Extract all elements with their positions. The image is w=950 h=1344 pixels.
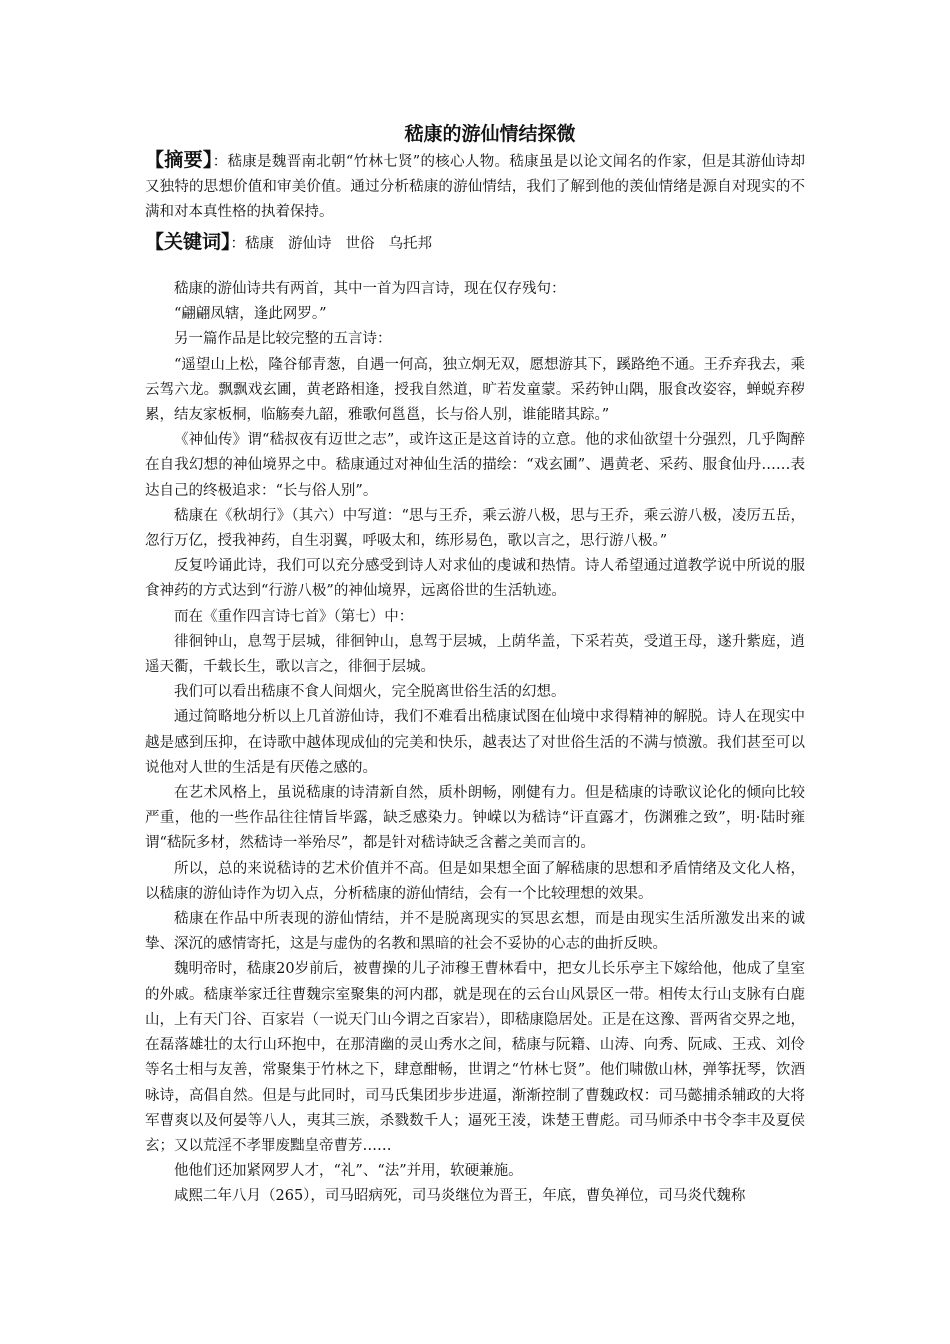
keyword: 游仙诗 <box>288 236 332 252</box>
paragraph: 他他们还加紧网罗人才，“礼”、“法”并用，软硬兼施。 <box>174 1163 523 1180</box>
paragraph: 咸熙二年八月（265），司马昭病死，司马炎继位为晋王，年底，曹奂禅位，司马炎代魏称 <box>174 1188 746 1205</box>
paragraph: 我们可以看出嵇康不食人间烟火，完全脱离世俗生活的幻想。 <box>174 684 566 701</box>
paragraph: 反复吟诵此诗，我们可以充分感受到诗人对求仙的虔诚和热情。诗人希望通过道教学说中所说的服食神药的方式达到“行游八极”的神仙境界，远离俗世的生活轨迹。 <box>145 558 805 600</box>
keywords-label: 【关键词】 <box>145 231 231 253</box>
paragraph: 嵇康的游仙诗共有两首，其中一首为四言诗，现在仅存残句： <box>174 281 566 297</box>
paragraph: 在艺术风格上，虽说嵇康的诗清新自然，质朴朗畅，刚健有力。但是嵇康的诗歌议论化的倾向比较严重，他的一些作品往往情旨毕露，缺乏感染力。钟嵘以为嵇诗“讦直露才，伤渊雅之致”，明·陆时雍谓“嵇阮多材，然嵇诗一举殆尽”，都是针对嵇诗缺乏含蓄之美而言的。 <box>145 785 805 852</box>
abstract <box>145 148 805 225</box>
paragraph: “遥望山上松，隆谷郁青葱，自遇一何高，独立炯无双，愿想游其下，蹊路绝不通。王乔弃我去，乘云驾六龙。飘飘戏玄圃，黄老路相逢，授我自然道，旷若发童蒙。采药钟山隅，服食改姿容，蝉蜕弃秽累，结友家板桐，临觞奏九韶，雅歌何邕邕，长与俗人别，谁能睹其踪。” <box>145 356 805 424</box>
paragraph: 而在《重作四言诗七首》（第七）中： <box>174 608 414 625</box>
keyword: 乌托邦 <box>388 236 433 252</box>
body-text <box>145 277 805 1210</box>
abstract-label: 【摘要】 <box>145 149 213 171</box>
paragraph: 徘徊钟山，息驾于层城，徘徊钟山，息驾于层城，上荫华盖，下采若英，受道王母，遂升紫庭，逍遥天衢，千载长生，歌以言之，徘徊于层城。 <box>145 633 805 676</box>
paragraph: 所以，总的来说嵇诗的艺术价值并不高。但是如果想全面了解嵇康的思想和矛盾情绪及文化人格，以嵇康的游仙诗作为切入点，分析嵇康的游仙情结，会有一个比较理想的效果。 <box>145 860 805 902</box>
keyword: 世俗 <box>345 236 375 252</box>
document-page <box>145 120 805 1210</box>
paragraph: 嵇康在《秋胡行》（其六）中写道：“思与王乔，乘云游八极，思与王乔，乘云游八极，凌厉五岳，忽行万亿，授我神药，自生羽翼，呼吸太和，练形易色，歌以言之，思行游八极。” <box>145 507 805 550</box>
keywords-separator: ： <box>230 236 246 252</box>
keywords <box>145 227 805 259</box>
paragraph: 通过简略地分析以上几首游仙诗，我们不难看出嵇康试图在仙境中求得精神的解脱。诗人在现实中越是感到压抑，在诗歌中越体现成仙的完美和快乐，越表达了对世俗生活的不满与愤激。我们甚至可以说他对人世的生活是有厌倦之感的。 <box>145 709 805 776</box>
paragraph: 《神仙传》谓“嵇叔夜有迈世之志”，或许这正是这首诗的立意。他的求仙欲望十分强烈，几乎陶醉在自我幻想的神仙境界之中。嵇康通过对神仙生活的描绘：“戏玄圃”、遇黄老、采药、服食仙丹……表达自己的终极追求：“长与俗人别”。 <box>145 432 805 499</box>
abstract-text: ：嵇康是魏晋南北朝“竹林七贤”的核心人物。嵇康虽是以论文闻名的作家，但是其游仙诗却又独特的思想价值和审美价值。通过分析嵇康的游仙情结，我们了解到他的羡仙情绪是源自对现实的不满和对本真性格的执着保持。 <box>145 154 805 220</box>
paragraph: 魏明帝时，嵇康20岁前后，被曹操的儿子沛穆王曹林看中，把女儿长乐亭主下嫁给他，他成了皇室的外戚。嵇康举家迁往曹魏宗室聚集的河内郡，就是现在的云台山风景区一带。相传太行山支脉有白鹿山，上有天门谷、百家岩（一说天门山今谓之百家岩），即嵇康隐居处。正是在这豫、晋两省交界之地，在磊落雄壮的太行山环抱中，在那清幽的灵山秀水之间，嵇康与阮籍、山涛、向秀、阮咸、王戎、刘伶等名士相与友善，常聚集于竹林之下，肆意酣畅，世谓之“竹林七贤”。他们啸傲山林，弹筝抚琴，饮酒咏诗，高倡自然。但是与此同时，司马氏集团步步进逼，渐渐控制了曹魏政权：司马懿捕杀辅政的大将军曹爽以及何晏等八人，夷其三族，杀戮数千人；逼死王淩，诛楚王曹彪。司马师杀中书令李丰及夏侯玄；又以荒淫不孝罪废黜皇帝曹芳…… <box>145 961 805 1154</box>
keyword: 嵇康 <box>245 236 275 252</box>
page-title: 嵇康的游仙情结探微 <box>404 123 576 145</box>
paragraph: 另一篇作品是比较完整的五言诗： <box>174 331 392 348</box>
paragraph: 嵇康在作品中所表现的游仙情结，并不是脱离现实的冥思玄想，而是由现实生活所激发出来的诚挚、深沉的感情寄托，这是与虚伪的名教和黑暗的社会不妥协的心志的曲折反映。 <box>145 911 805 953</box>
paragraph: “翩翩凤辖，逢此网罗。” <box>174 306 327 323</box>
